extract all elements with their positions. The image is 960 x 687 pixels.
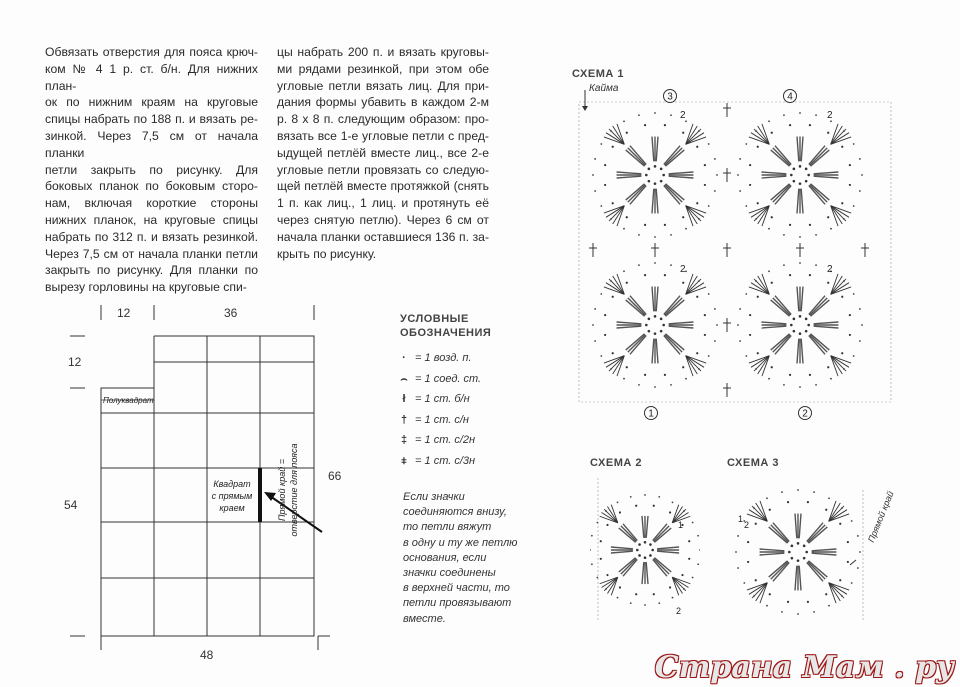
article-line: начала планки оставшиеся 136 п. за- xyxy=(277,229,489,244)
article-line: ок по нижним краям на круговые xyxy=(45,95,258,110)
legend-title-line: ОБОЗНАЧЕНИЯ xyxy=(400,327,492,339)
legend-text: = 1 ст. с/н xyxy=(412,413,469,426)
legend-title xyxy=(400,312,510,340)
dim-right: 66 xyxy=(328,469,342,483)
crochet-motif xyxy=(592,112,718,238)
half-square-label: Полуквадрат xyxy=(103,396,154,405)
article-line: нам, включая короткие стороны xyxy=(45,196,258,211)
edge-pointer xyxy=(850,560,856,565)
article-line: ми рядами резинкой, при этом обе xyxy=(277,61,489,76)
legend-note-line: то петли вяжут xyxy=(403,521,492,534)
row-number-label: 1 xyxy=(678,520,684,530)
row-marker-label: 3 xyxy=(667,91,673,103)
dim-left-bottom: 54 xyxy=(64,498,78,512)
row-number-label: 2 xyxy=(827,110,833,121)
legend-text: = 1 ст. с/3н xyxy=(412,454,476,467)
row-marker-label: 1 xyxy=(648,408,654,420)
legend-symbol: † xyxy=(400,413,408,426)
edge-label-line: Прямой край = xyxy=(277,459,287,521)
legend-title-line: УСЛОВНЫЕ xyxy=(400,313,469,325)
square-label-line: с прямым xyxy=(211,491,253,501)
edge-label-line: отверстие для пояса xyxy=(289,443,299,537)
crochet-motif xyxy=(735,489,861,615)
legend-note-line: в одну и ту же петлю xyxy=(403,536,518,549)
legend-item xyxy=(396,414,469,426)
article-column-1 xyxy=(45,44,258,296)
article-line: крыть по рисунку. xyxy=(277,246,377,261)
legend-symbol: ⌢ xyxy=(400,372,408,385)
legend-item xyxy=(396,373,481,386)
dim-bottom: 48 xyxy=(200,648,214,662)
legend-note-line: соединяются внизу, xyxy=(403,506,507,519)
edge-arrow-head xyxy=(582,106,588,111)
crochet-motif xyxy=(592,262,718,388)
scheme1-frame xyxy=(579,102,891,402)
square-label-line: краем xyxy=(219,503,245,513)
crochet-motif xyxy=(737,262,863,388)
crochet-motif xyxy=(737,112,863,238)
legend-note-line: Если значки xyxy=(403,491,465,503)
article-line: р. 8 х 8 п. следующим образом: про- xyxy=(277,112,489,127)
legend-symbol: ł xyxy=(402,393,406,405)
scheme1-diagram xyxy=(565,80,895,420)
row-number-label: 2 xyxy=(744,520,750,530)
article-line: через снятую петлю). Через 6 см от xyxy=(277,212,489,227)
scheme1-edge-label: Кайма xyxy=(589,83,619,94)
legend-text: = 1 соед. ст. xyxy=(412,372,482,385)
square-label-line: Квадрат xyxy=(213,479,251,489)
article-line: Обвязать отверстия для пояса крюч- xyxy=(45,45,258,59)
legend-item xyxy=(396,455,475,468)
scheme2-title: СХЕМА 2 xyxy=(590,457,642,469)
article-line: угловые петли вязать лиц. Для при- xyxy=(277,78,489,93)
legend-symbol: ‡ xyxy=(400,434,408,446)
article-line: вырезу горловины на круговые спи- xyxy=(45,280,247,295)
article-line: спицы набрать по 188 п. и вязать ре- xyxy=(45,112,258,127)
legend-text: = 1 ст. б/н xyxy=(412,393,470,405)
article-line: щей петлёй вместе протяжкой (снять xyxy=(277,179,489,194)
article-line: зинкой. Через 7,5 см от начала планки xyxy=(45,128,258,160)
scheme2-diagram xyxy=(590,470,700,630)
legend-note-line: основания, если xyxy=(403,551,487,564)
site-watermark: Страна Мам . ру xyxy=(654,650,954,685)
square-label xyxy=(206,478,258,514)
row-number-label: 1 xyxy=(738,514,744,524)
article-line: Через 7,5 см от начала планки петли xyxy=(45,246,258,261)
legend-item xyxy=(396,352,472,364)
article-line: ыдущей петлёй вместе лиц., все 2-е xyxy=(277,145,489,160)
article-column-2 xyxy=(277,44,489,262)
legend-note xyxy=(403,490,523,627)
article-line: боковых планок по боковым сторо- xyxy=(45,179,258,194)
article-line: цы набрать 200 п. и вязать круговы- xyxy=(277,45,489,59)
dim-top-right: 36 xyxy=(224,306,238,320)
legend-text: = 1 возд. п. xyxy=(412,352,472,364)
article-line: нижних планок, на круговые спицы xyxy=(45,212,258,227)
row-number-label: 2 xyxy=(680,110,686,121)
article-line: ком № 4 1 р. ст. б/н. Для нижних план- xyxy=(45,61,258,93)
scheme3-diagram xyxy=(728,470,868,640)
edge-label xyxy=(276,420,300,560)
legend-symbol: ⧧ xyxy=(401,454,407,467)
row-number-label: 2 xyxy=(827,264,833,275)
legend-item xyxy=(396,393,470,405)
article-line: петли закрыть по рисунку. Для xyxy=(45,162,258,177)
legend-note-line: петли провязывают xyxy=(403,597,512,610)
article-line: вязать все 1-е угловые петли с пред- xyxy=(277,128,489,143)
dim-top-left: 12 xyxy=(117,306,131,320)
legend-symbol: · xyxy=(402,352,406,364)
row-marker-label: 4 xyxy=(787,91,793,103)
article-line: угловые петли провязать со следую- xyxy=(277,162,489,177)
dim-left-top: 12 xyxy=(68,355,82,369)
article-line: 1 п. как лиц., 1 лиц. и протянуть её xyxy=(277,196,489,211)
scheme1-title: СХЕМА 1 xyxy=(572,68,624,80)
legend-text: = 1 ст. с/2н xyxy=(412,434,476,446)
crochet-motif xyxy=(590,494,700,606)
row-number-label: 2 xyxy=(680,264,686,275)
row-marker-label: 2 xyxy=(802,408,808,420)
legend-note-line: в верхней части, то xyxy=(403,582,510,595)
legend-note-line: вместе. xyxy=(403,612,446,625)
legend-note-line: значки соединены xyxy=(403,567,496,580)
article-line: набрать по 312 п. и вязать резинкой. xyxy=(45,229,258,244)
article-line: закрыть по рисунку. Для планки по xyxy=(45,263,258,278)
scheme3-title: СХЕМА 3 xyxy=(727,457,779,469)
row-number-label: 2 xyxy=(676,606,682,616)
scheme3-edge-label: Прямой край xyxy=(866,489,896,544)
article-line: дания формы убавить в каждом 2-м xyxy=(277,95,489,110)
legend-item xyxy=(396,434,475,446)
